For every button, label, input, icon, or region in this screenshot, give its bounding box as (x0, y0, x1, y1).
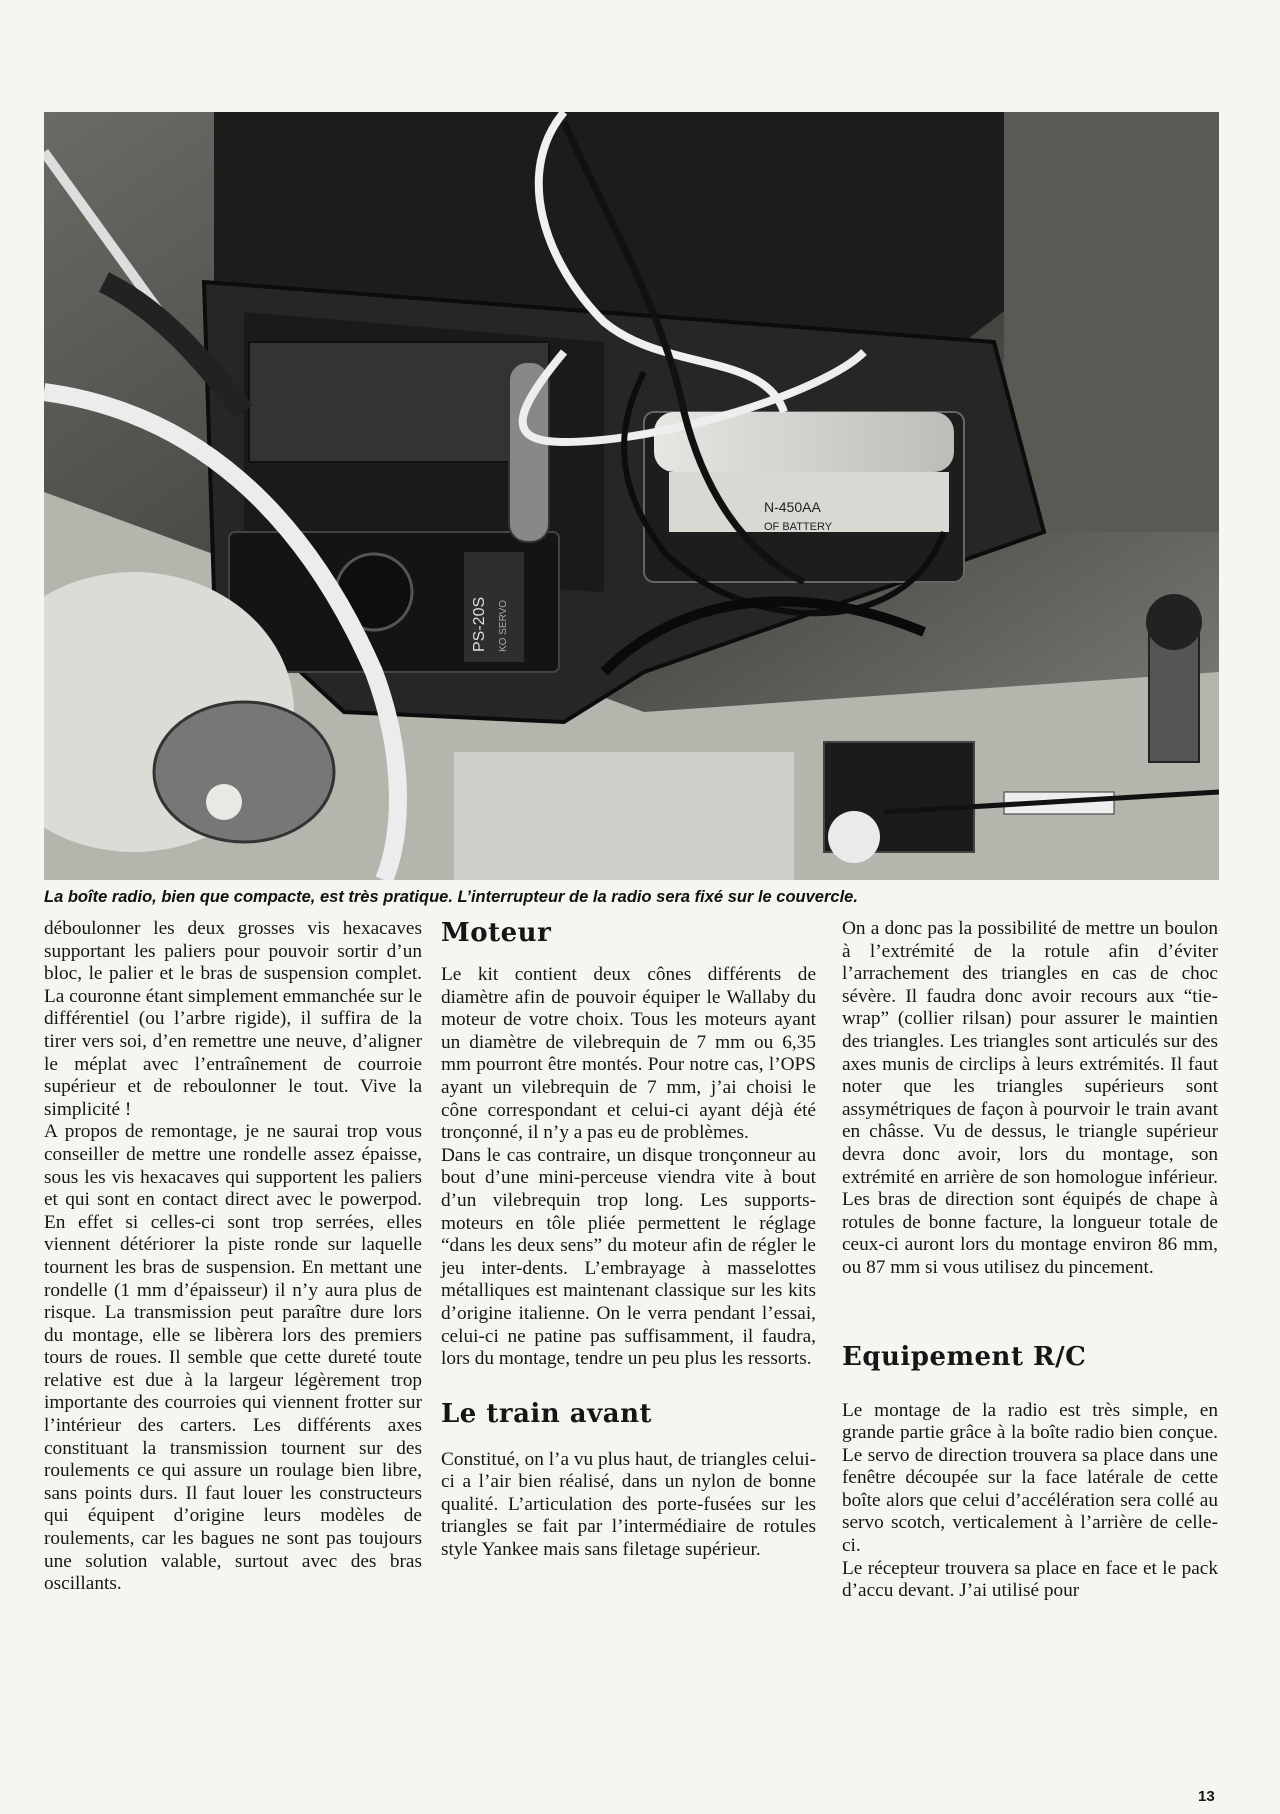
servo-label: PS-20S (471, 596, 488, 652)
paragraph: On a donc pas la possibilité de mettre un boulon à l’extrémité de la rotule afin d’éviter l’arrachement des triangles en cas de choc sévère. Il faudra donc avoir recours aux “tie-wrap” (collier rilsan) pour assurer le maintien des triangles. Les triangles sont articulés sur des axes munis de circlips à leurs extrémités. Il faut noter que les triangles supérieurs sont assymétriques de façon à pourvoir le train avant en châsse. Vu de dessus, le triangle supérieur devra donc avoir, lors du montage, son extrémité en arrière de son homologue inférieur. Les bras de direction sont équipés de chape à rotules de bonne facture, la longueur totale de ceux-ci auront lors du montage environ 86 mm, ou 87 mm si vous utilisez du pincement. (842, 918, 1218, 1278)
battery-text-label: OF BATTERY (764, 521, 833, 533)
paragraph: Le montage de la radio est très simple, en grande partie grâce à la boîte radio bien conçue. Le servo de direction trouvera sa place dans une fenêtre découpée sur la face latérale de cette boîte alors que celui d’accélération sera collé au servo scotch, verticalement à l’arrière de celle-ci. (842, 1399, 1218, 1557)
paragraph: A propos de remontage, je ne saurai trop vous conseiller de mettre une rondelle assez épaisse, sous les vis hexacaves qui supportent les paliers et qui sont en contact direct avec le powerpod. En effet si celles-ci sont trop serrées, elles viennent détériorer la piste ronde sur laquelle tournent les bras de suspension. En mettant une rondelle (1 mm d’épaisseur) il n’y aura plus de risque. La transmission peut paraître dure lors du montage, elle se libèrera lors des premiers tours de roues. Il semble que cette dureté toute relative est due à la largeur légèrement trop importante des courroies qui viennent frotter sur l’intérieur des carters. Les différents axes constituant la transmission tournent sur des roulements ce qui assure un roulage bien libre, sans points durs. Il faut louer les constructeurs qui équipent d’origine leurs modèles de roulements, car les bagues ne sont pas toujours une solution valable, surtout avec des bras oscillants. (44, 1121, 422, 1595)
paragraph: Dans le cas contraire, un disque tronçonneur au bout d’une mini-perceuse viendra vite à bout d’un vilebrequin trop long. Les supports-moteurs en tôle pliée permettent le réglage “dans les deux sens” du moteur afin de régler le jeu inter-dents. L’embrayage à masselottes métalliques est maintenant classique sur les kits d’origine italienne. On le verra pendant l’essai, celui-ci ne patine pas suffisamment, il faudra, lors du montage, tendre un peu plus les ressorts. (441, 1144, 816, 1370)
photo-illustration (44, 112, 1219, 880)
column-2 (441, 918, 816, 1562)
column-3 (842, 918, 1218, 1603)
column-1 (44, 918, 422, 1596)
section-heading-train-avant: Le train avant (441, 1398, 652, 1429)
radio-box-photo (44, 112, 1219, 880)
paragraph: Constitué, on l’a vu plus haut, de triangles celui-ci a l’air bien réalisé, dans un nylon de bonne qualité. L’articulation des porte-fusées sur les triangles se fait par l’intermédiaire de rotules style Yankee mais sans filetage supérieur. (441, 1448, 816, 1561)
paragraph: déboulonner les deux grosses vis hexacaves supportant les paliers pour pouvoir sortir d’un bloc, le palier et le bras de suspension complet. La couronne étant simplement emmanchée sur le différentiel (ou l’arbre rigide), il suffira de la tirer vers soi, d’en remettre une neuve, d’aligner le méplat avec l’entraînement de courroie supérieur et de reboulonner le tout. Vive la simplicité ! (44, 918, 422, 1120)
photo-caption: La boîte radio, bien que compacte, est très pratique. L’interrupteur de la radio sera fixé sur le couvercle. (44, 888, 858, 906)
paragraph: Le récepteur trouvera sa place en face et le pack d’accu devant. J’ai utilisé pour (842, 1557, 1218, 1602)
page-number: 13 (1198, 1788, 1215, 1805)
battery-label: N-450AA (764, 499, 821, 515)
section-heading-moteur: Moteur (441, 918, 552, 948)
section-heading-equipement-rc: Equipement R/C (842, 1341, 1087, 1372)
paragraph: Le kit contient deux cônes différents de diamètre afin de pouvoir équiper le Wallaby du moteur de votre choix. Tous les moteurs ayant un diamètre de vilebrequin de 7 mm ou 6,35 mm pourront être montés. Pour notre cas, l’OPS ayant un vilebrequin de 7 mm, j’ai choisi le cône correspondant et celui-ci ayant déjà été tronçonné, il n’y a pas eu de problèmes. (441, 964, 816, 1144)
servo-brand-label: KO SERVO (498, 599, 509, 652)
